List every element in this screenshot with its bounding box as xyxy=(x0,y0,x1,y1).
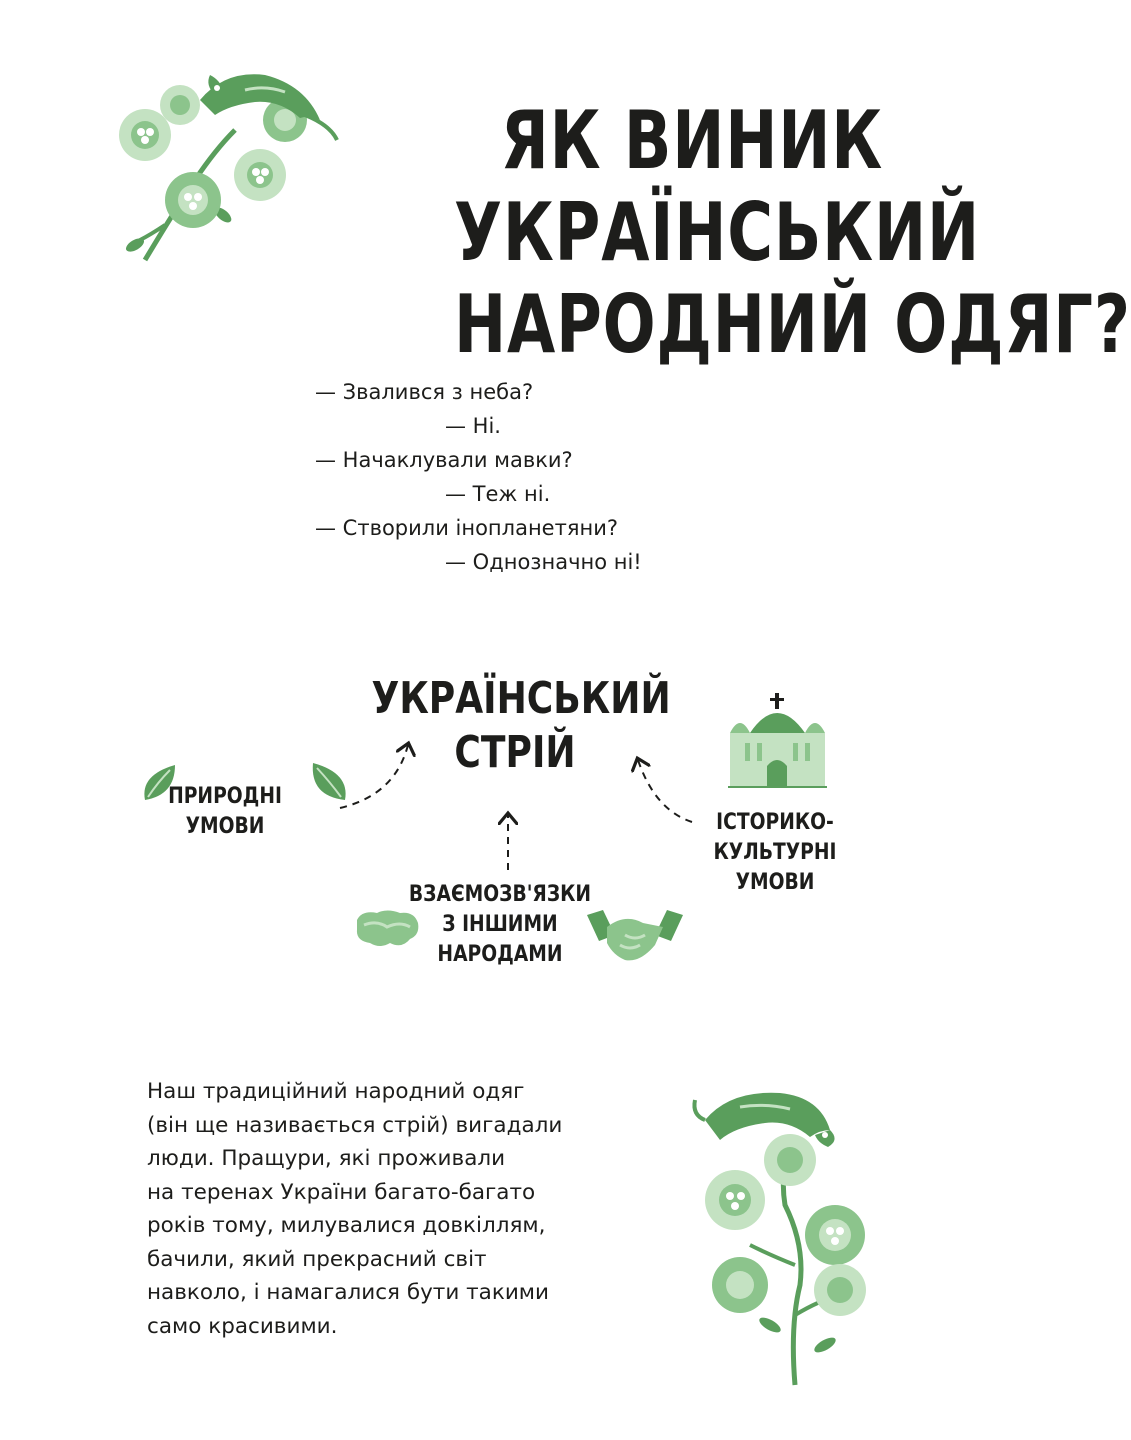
dialog-answer: — Ні. xyxy=(445,414,501,438)
paragraph-line: бачили, який прекрасний світ xyxy=(147,1246,487,1272)
arrow-nature xyxy=(340,745,408,808)
factor-relations-line: ВЗАЄМОЗВ'ЯЗКИ xyxy=(408,882,592,907)
arrow-history xyxy=(638,760,692,822)
factor-nature-line: УМОВИ xyxy=(185,814,265,839)
intro-paragraph xyxy=(147,1075,707,1343)
factor-history-line: УМОВИ xyxy=(735,870,815,895)
factor-nature-line: ПРИРОДНІ xyxy=(168,784,282,809)
paragraph-line: (він ще називається стрій) вигадали xyxy=(147,1112,563,1138)
paragraph-line: на теренах України багато-багато xyxy=(147,1179,536,1205)
dialog-block xyxy=(315,375,642,579)
church-icon xyxy=(725,688,830,788)
factor-relations-line: З ІНШИМИ xyxy=(442,912,558,937)
diagram-center-line: УКРАЇНСЬКИЙ xyxy=(371,673,671,724)
factor-history xyxy=(703,808,848,898)
factor-relations xyxy=(407,880,594,970)
dialog-answer: — Теж ні. xyxy=(445,482,551,506)
bird-flowers-illustration-bottom xyxy=(690,1085,890,1385)
paragraph-line: навколо, і намагалися бути такими xyxy=(147,1280,549,1305)
page-title xyxy=(454,94,1131,371)
factor-nature xyxy=(161,782,289,842)
dialog-question: — Начаклували мавки? xyxy=(315,448,573,472)
paragraph-line: років тому, милувалися довкіллям, xyxy=(147,1213,546,1238)
handshake-icon xyxy=(585,905,685,970)
paragraph-line: само красивими. xyxy=(147,1313,338,1339)
factor-history-line: ІСТОРИКО- xyxy=(716,810,834,835)
dialog-question: — Створили інопланетяни? xyxy=(315,516,618,540)
bird-flowers-illustration-top xyxy=(105,60,345,270)
factor-relations-line: НАРОДАМИ xyxy=(437,942,563,967)
title-line: НАРОДНИЙ ОДЯГ? xyxy=(454,278,1131,371)
paragraph-line: люди. Пращури, які проживали xyxy=(147,1146,506,1171)
paragraph-line: Наш традиційний народний одяг xyxy=(147,1079,525,1104)
diagram-arrows xyxy=(300,720,720,890)
diagram-center-line: СТРІЙ xyxy=(454,727,576,778)
leaf-icon xyxy=(305,758,350,806)
title-line: УКРАЇНСЬКИЙ xyxy=(454,186,980,279)
factor-history-line: КУЛЬТУРНІ xyxy=(713,840,837,865)
title-line: ЯК ВИНИК xyxy=(500,94,883,187)
dialog-question: — Звалився з неба? xyxy=(315,380,534,404)
dialog-answer: — Однозначно ні! xyxy=(445,550,642,574)
